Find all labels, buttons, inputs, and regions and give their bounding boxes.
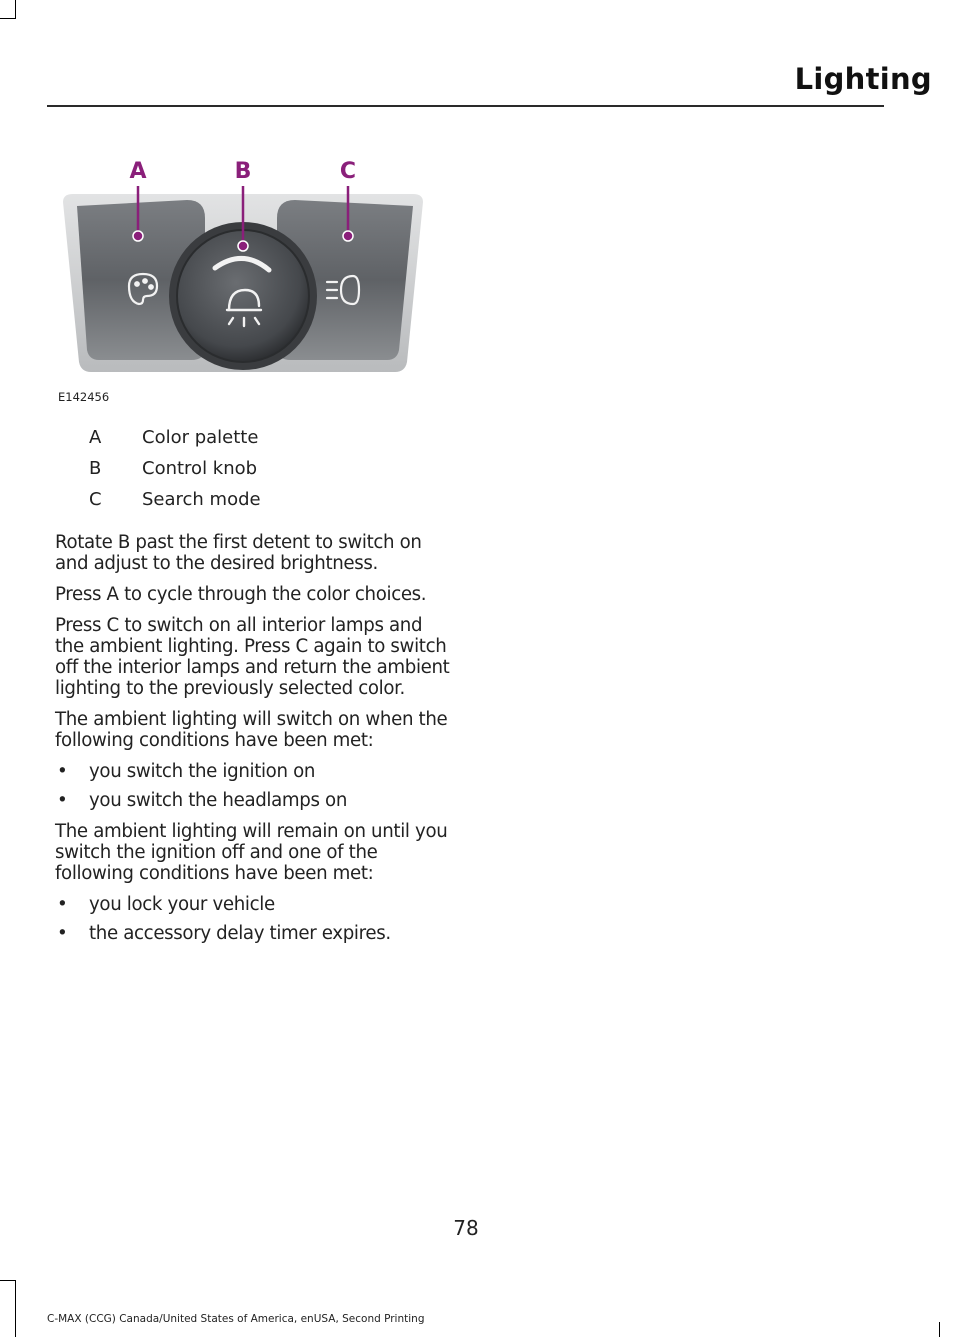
legend-key-a: A (89, 427, 102, 448)
list-item (55, 790, 451, 811)
legend-key-b: B (89, 458, 102, 479)
list-item-text: you switch the headlamps on (89, 790, 347, 811)
list-item (55, 894, 451, 915)
bullet-icon: • (57, 790, 68, 811)
figure-id: E142456 (58, 390, 110, 404)
callout-a-label: A (129, 159, 147, 184)
paragraph-press-a: Press A to cycle through the color choices. (55, 584, 427, 605)
paragraph-switch-on-conditions: The ambient lighting will switch on when the following conditions have been met: (55, 709, 448, 751)
page-number: 78 (453, 1216, 479, 1240)
body-text (55, 532, 451, 952)
bullet-icon: • (57, 894, 68, 915)
callout-b-label: B (234, 159, 252, 184)
legend-key-c: C (89, 489, 102, 510)
crop-mark-bottom-left-v (15, 1280, 16, 1337)
header-rule (47, 105, 884, 107)
list-item (55, 761, 451, 782)
crop-mark-bottom-right-v (939, 1322, 940, 1337)
control-panel-illustration (55, 150, 430, 410)
crop-mark-top-left-h (0, 18, 16, 19)
legend-text-b: Control knob (142, 458, 258, 479)
section-title: Lighting (794, 62, 932, 96)
list-item-text: the accessory delay timer expires. (89, 923, 391, 944)
crop-mark-bottom-left-h (0, 1280, 16, 1281)
bullet-icon: • (57, 761, 68, 782)
legend-text-a: Color palette (142, 427, 259, 448)
list-item (55, 923, 451, 944)
list-item-text: you switch the ignition on (89, 761, 316, 782)
paragraph-rotate: Rotate B past the first detent to switch on and adjust to the desired brightness. (55, 532, 422, 574)
crop-mark-top-left-v (15, 0, 16, 18)
lighting-control-figure (55, 150, 430, 410)
callout-c-label: C (339, 159, 357, 184)
paragraph-remain-on-conditions: The ambient lighting will remain on until you switch the ignition off and one of the following conditions have been met: (55, 821, 448, 884)
footer-text: C-MAX (CCG) Canada/United States of America, enUSA, Second Printing (47, 1313, 425, 1325)
list-item-text: you lock your vehicle (89, 894, 275, 915)
bullet-icon: • (57, 923, 68, 944)
paragraph-press-c: Press C to switch on all interior lamps and the ambient lighting. Press C again to switch off the interior lamps and return the ambient lighting to the previously selected color. (55, 615, 450, 699)
legend-text-c: Search mode (142, 489, 261, 510)
